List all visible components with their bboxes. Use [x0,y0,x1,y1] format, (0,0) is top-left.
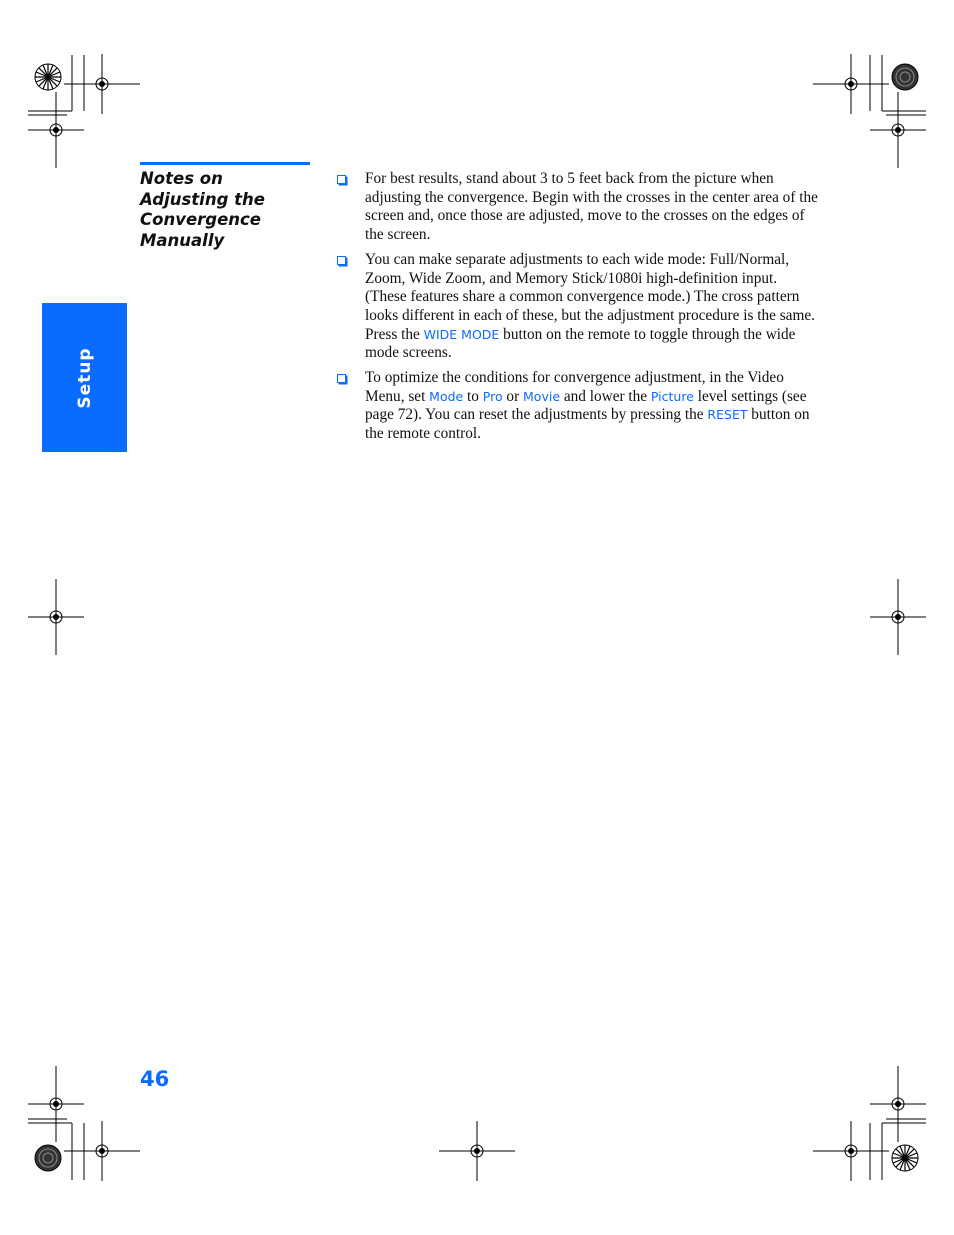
key-label-pro: Pro [482,388,503,404]
note-text: button on the remote to toggle through the wide mode screens. [365,325,796,362]
heading-line: Convergence [140,210,261,229]
key-label-mode: Mode [429,388,464,404]
key-label-picture: Picture [650,388,694,404]
page-number: 46 [140,1067,170,1091]
note-text: For best results, stand about 3 to 5 feet back from the picture when adjusting the convergence. Begin with the crosses in the center area of the screen and, once those are adjusted, move to the crosses on the edges of the screen. [365,170,818,244]
note-text: To optimize the conditions for convergence adjustment, in the Video Menu, set [365,369,784,405]
list-item [336,369,820,444]
checkbox-bullet-icon [337,175,346,184]
list-item [336,251,820,363]
note-text: button on the remote control. [365,406,810,443]
heading-line: Manually [140,230,225,250]
section-heading [140,169,315,251]
key-label-movie: Movie [523,388,561,404]
heading-line: Notes on [140,169,223,188]
checkbox-bullet-icon [337,256,346,265]
note-text: You can make separate adjustments to each wide mode: Full/Normal, Zoom, Wide Zoom, and Memory Stick/1080i high-definition input. (These features share a common convergence mode.) The cross pattern looks different in each of these, but the adjustment procedure is the same. Press the [365,250,815,343]
note-text: level settings (see page 72). You can reset the adjustments by pressing the [365,387,807,424]
section-tab [42,303,127,452]
heading-rule [140,162,310,165]
section-tab-label: Setup [74,346,95,409]
key-label-reset: RESET [707,407,748,423]
note-text: to [463,387,483,405]
list-item [336,170,820,245]
notes-list [336,170,820,450]
checkbox-bullet-icon [337,374,346,383]
key-label-wide-mode: WIDE MODE [423,326,500,342]
heading-line: Adjusting the [140,189,265,209]
note-text: and lower the [560,387,651,405]
note-text: or [502,387,524,405]
